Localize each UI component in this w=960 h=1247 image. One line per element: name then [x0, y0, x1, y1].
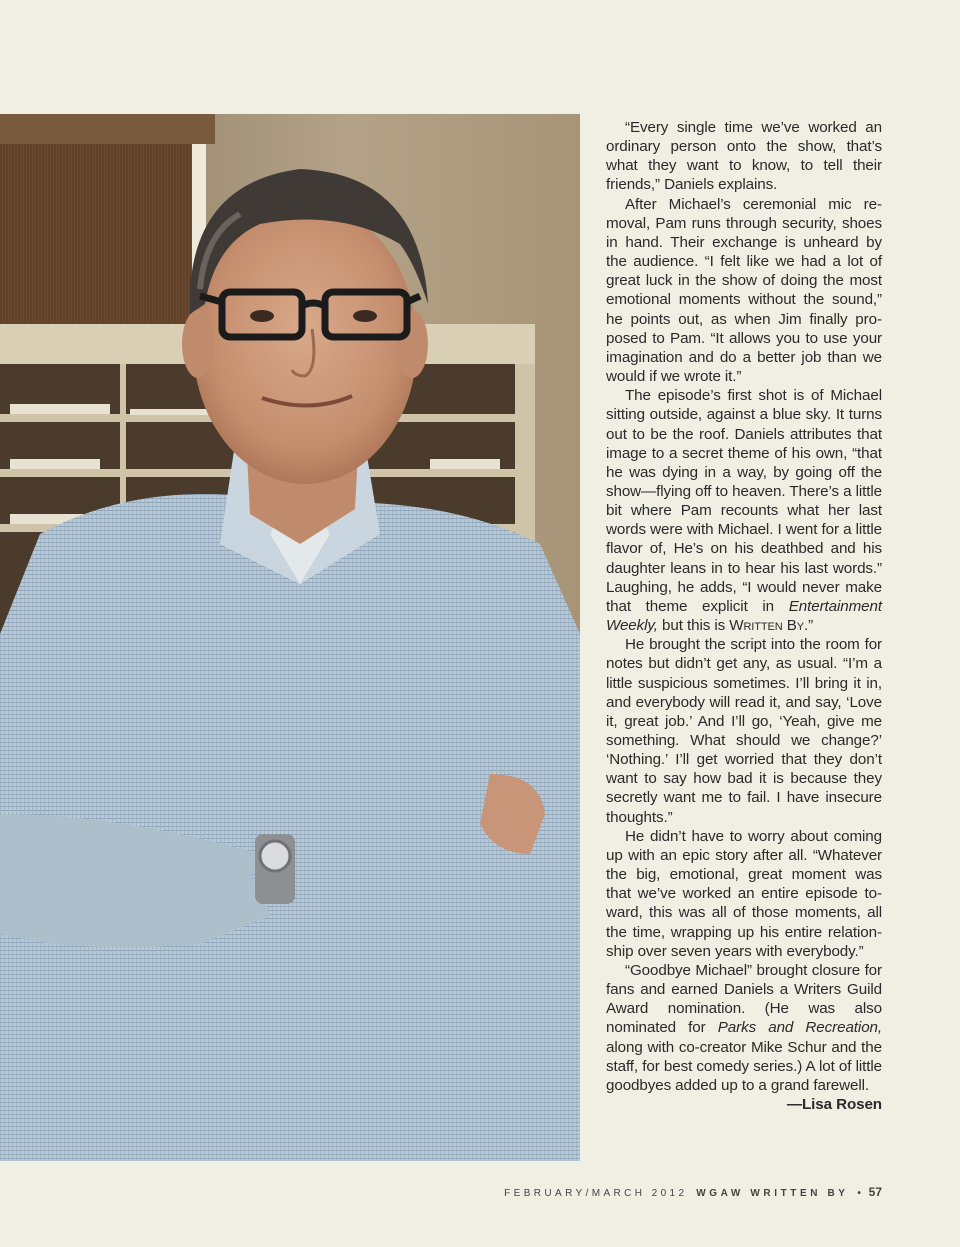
issue-date: FEBRUARY/MARCH 2012 [504, 1188, 688, 1199]
article-text [606, 118, 882, 1114]
paragraph-3-text-a: The episode’s first shot is of Michael sitting outside, against a blue sky. It turns out to be the roof. Daniels attributes that image to a secret theme of his own, “that he was dying in a way, by going off the show—flying off to heaven. There’s a little bit where Pam recounts what her last words were with Michael. I went for a little flavor of, He’s on his deathbed and his daughter leans in to hear his last words.” Laughing, he adds, “I would never make that theme explicit in [606, 387, 882, 615]
paragraph-1: “Every single time we’ve worked an ordinary person onto the show, that’s what they want to know, to tell their friends,” Daniels explains. [606, 119, 882, 194]
page-number: 57 [868, 1185, 882, 1199]
page-footer [504, 1185, 882, 1199]
show-title-parks-and-recreation: Parks and Recreation, [717, 1019, 883, 1037]
magazine-name-small-caps: Written By [729, 617, 804, 635]
publication-title-entertainment-weekly: Entertainment Weekly, [606, 597, 882, 635]
paragraph-3-text-c: .” [803, 617, 814, 635]
paragraph-3-text-b: but this is [657, 617, 730, 635]
paragraph-6-text-b: along with co-creator Mike Schur and the staff, for best comedy series.) A lot of little goodbyes added up to a grand farewell. [606, 1038, 882, 1094]
footer-bullet: • [857, 1188, 861, 1199]
paragraph-6-text-a: “Goodbye Michael” brought closure for fans and earned Daniels a Writers Guild Award nomination. (He was also nominated for [606, 961, 882, 1037]
paragraph-4: He brought the script into the room for notes but didn’t get any, as usual. “I’m a little suspicious sometimes. I’ll bring it in, and everybody will read it, and say, ‘Love it, great job.’ And I’ll go, ‘Yeah, give me something. What should we change?’ ‘Nothing.’ I’ll get worried that they don’t want to say how bad it is because they secretly want me to fail. I have insecure thoughts.” [606, 636, 882, 826]
portrait-photo [0, 114, 580, 1161]
magazine-name: WGAW WRITTEN BY [696, 1188, 849, 1199]
paragraph-2: After Michael’s ceremonial mic removal, Pam runs through security, shoes in hand. Their exchange is unheard by the audience. “I felt like we had a lot of great luck in the show of doing the most emotional moments without the sound,” he points out, as when Jim finally proposed to Pam. “It allows you to use your imagination and do a better job than we would if we wrote it.” [606, 195, 882, 386]
paragraph-3 [606, 386, 882, 635]
paragraph-5: He didn’t have to worry about coming up with an epic story after all. “Whatever the big, emotional, great moment was that we’ve worked an entire episode toward, this was all of those moments, all the time, wrapping up his entire relationship over seven years with everybody.” [606, 827, 882, 960]
author-byline: —Lisa Rosen [786, 1095, 882, 1113]
paragraph-6 [606, 961, 882, 1095]
